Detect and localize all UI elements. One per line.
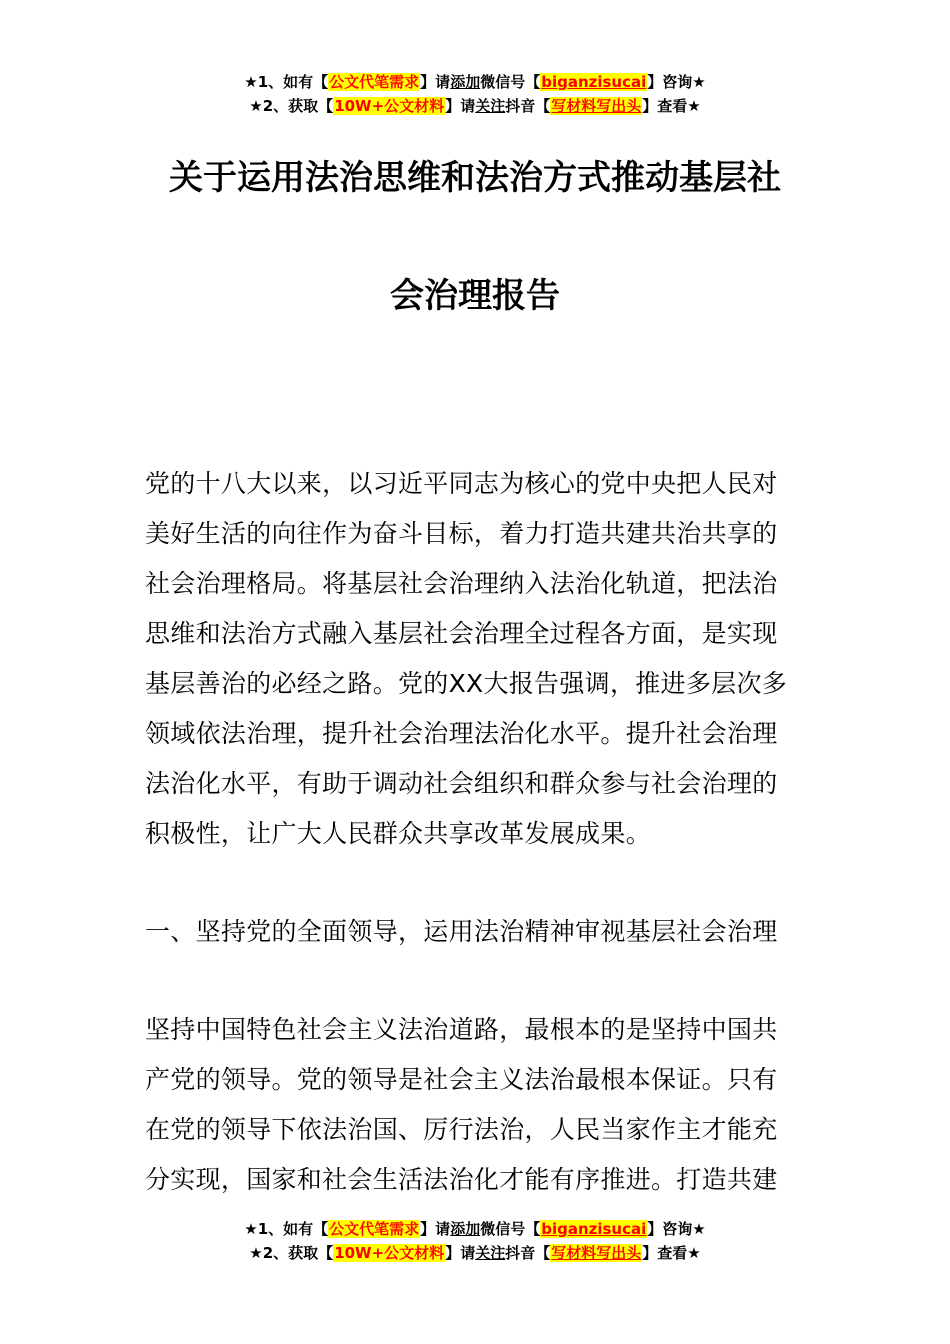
highlight-materials: 10W+公文材料 [334,97,445,115]
banner-text: 】请 [420,73,451,91]
text-line: 领域依法治理，提升社会治理法治化水平。提升社会治理 [145,719,778,748]
underline-add: 添加 [450,1220,481,1238]
text-line: 党的十八大以来，以习近平同志为核心的党中央把人民对 [145,469,778,498]
banner-text: 抖音【 [505,97,551,115]
banner-text: ★2、获取【 [249,1244,334,1262]
banner-line-2 [0,94,950,118]
highlight-service: 公文代笔需求 [329,73,420,91]
banner-text: 】咨询★ [647,1220,706,1238]
douyin-account[interactable]: 写材料写出头 [551,97,642,115]
paragraph-intro [145,459,815,859]
section-heading-1 [145,907,815,957]
underline-follow: 关注 [475,1244,506,1262]
banner-text: ★1、如有【 [244,73,329,91]
wechat-id[interactable]: biganzisucai [541,1220,647,1238]
text-line: 产党的领导。党的领导是社会主义法治最根本保证。只有 [145,1065,778,1094]
banner-text: ★2、获取【 [249,97,334,115]
banner-line-1 [0,70,950,94]
text-line: 美好生活的向往作为奋斗目标，着力打造共建共治共享的 [145,519,778,548]
banner-text: 】请 [445,1244,476,1262]
banner-text: 】请 [420,1220,451,1238]
section-heading-text: 一、坚持党的全面领导，运用法治精神审视基层社会治理 [145,917,778,946]
wechat-id[interactable]: biganzisucai [541,73,647,91]
banner-text: 】查看★ [642,1244,701,1262]
banner-text: 】咨询★ [647,73,706,91]
banner-text: 微信号【 [480,73,541,91]
banner-text: 】查看★ [642,97,701,115]
douyin-account[interactable]: 写材料写出头 [551,1244,642,1262]
paragraph-section-1 [145,1005,815,1205]
document-title-line-2: 会治理报告 [390,276,560,316]
text-line: 法治化水平，有助于调动社会组织和群众参与社会治理的 [145,769,778,798]
text-line: 社会治理格局。将基层社会治理纳入法治化轨道，把法治 [145,569,778,598]
banner-line-2 [0,1241,950,1265]
text-line: 坚持中国特色社会主义法治道路，最根本的是坚持中国共 [145,1015,778,1044]
banner-text: 】请 [445,97,476,115]
banner-text: 抖音【 [505,1244,551,1262]
banner-line-1 [0,1217,950,1241]
bottom-banner [0,1217,950,1265]
highlight-service: 公文代笔需求 [329,1220,420,1238]
underline-follow: 关注 [475,97,506,115]
text-line: 思维和法治方式融入基层社会治理全过程各方面，是实现 [145,619,778,648]
text-line: 基层善治的必经之路。党的XX大报告强调，推进多层次多 [145,669,788,698]
banner-text: 微信号【 [480,1220,541,1238]
banner-text: ★1、如有【 [244,1220,329,1238]
highlight-materials: 10W+公文材料 [334,1244,445,1262]
text-line: 积极性，让广大人民群众共享改革发展成果。 [145,819,652,848]
top-banner [0,70,950,118]
text-line: 分实现，国家和社会生活法治化才能有序推进。打造共建 [145,1165,778,1194]
document-title-line-1: 关于运用法治思维和法治方式推动基层社 [169,158,781,198]
text-line: 在党的领导下依法治国、厉行法治，人民当家作主才能充 [145,1115,778,1144]
underline-add: 添加 [450,73,481,91]
